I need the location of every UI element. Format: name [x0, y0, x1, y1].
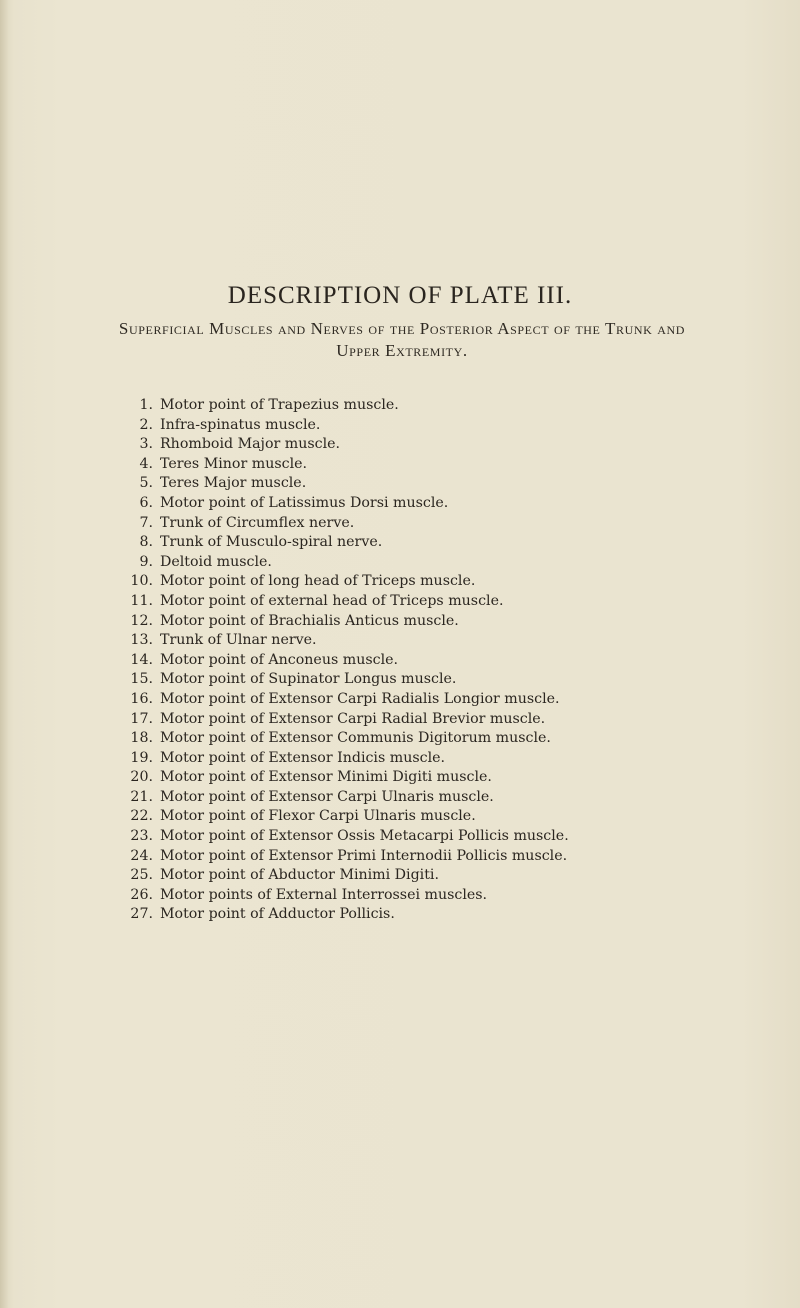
list-item [125, 494, 765, 514]
item-number: 12. [130, 612, 153, 629]
item-text: Motor point of Extensor Carpi Ulnaris muscle. [160, 788, 494, 805]
item-number: 3. [139, 436, 153, 453]
item-text: Motor point of Extensor Primi Internodii Pollicis muscle. [160, 847, 568, 864]
list-item [125, 651, 765, 671]
list-item [125, 690, 765, 710]
list-item [125, 749, 765, 769]
item-number: 21. [130, 788, 153, 805]
list-item [125, 435, 765, 455]
item-text: Motor point of Extensor Communis Digitorum muscle. [160, 730, 551, 747]
item-number: 5. [139, 475, 153, 492]
item-text: Motor point of Adductor Pollicis. [160, 906, 395, 923]
item-text: Motor point of Extensor Ossis Metacarpi Pollicis muscle. [160, 828, 569, 845]
item-number: 8. [139, 534, 153, 551]
list-item [125, 396, 765, 416]
list-item [125, 905, 765, 925]
item-text: Motor point of external head of Triceps muscle. [160, 592, 504, 609]
item-text: Motor point of Extensor Minimi Digiti muscle. [160, 769, 492, 786]
list-item [125, 866, 765, 886]
item-text: Motor point of Supinator Longus muscle. [160, 671, 457, 688]
item-text: Motor point of Anconeus muscle. [160, 651, 399, 668]
list-item [125, 768, 765, 788]
list-item [125, 533, 765, 553]
item-number: 10. [130, 573, 153, 590]
list-item [125, 416, 765, 436]
item-number: 27. [130, 906, 153, 923]
list-item [125, 572, 765, 592]
item-number: 20. [130, 769, 153, 786]
list-item [125, 729, 765, 749]
item-text: Motor point of Brachialis Anticus muscle. [160, 612, 459, 629]
item-number: 26. [130, 886, 153, 903]
item-text: Motor point of long head of Triceps muscle. [160, 573, 476, 590]
item-number: 1. [139, 397, 153, 413]
plate-description-list [125, 396, 765, 925]
item-number: 25. [130, 867, 153, 884]
item-number: 16. [130, 690, 153, 707]
list-item [125, 670, 765, 690]
item-number: 4. [139, 455, 153, 472]
item-number: 24. [130, 847, 153, 864]
item-text: Teres Minor muscle. [160, 455, 308, 472]
list-item [125, 592, 765, 612]
item-text: Motor point of Extensor Carpi Radial Brevior muscle. [160, 710, 546, 727]
item-text: Motor point of Abductor Minimi Digiti. [160, 867, 439, 884]
page-title: DESCRIPTION OF PLATE III. [227, 282, 573, 309]
list-item [125, 514, 765, 534]
item-text: Trunk of Circumflex nerve. [160, 514, 355, 531]
list-item [125, 886, 765, 906]
item-text: Trunk of Musculo-spiral nerve. [160, 534, 383, 551]
item-number: 11. [130, 592, 153, 609]
list-item [125, 455, 765, 475]
item-number: 6. [139, 494, 153, 511]
list-item [125, 788, 765, 808]
item-number: 7. [139, 514, 153, 531]
item-number: 14. [130, 651, 153, 668]
list-item [125, 827, 765, 847]
list-item [125, 631, 765, 651]
item-text: Teres Major muscle. [160, 475, 307, 492]
item-number: 19. [130, 749, 153, 766]
item-text: Motor points of External Interrossei muscles. [160, 886, 488, 903]
item-number: 9. [139, 553, 153, 570]
item-text: Motor point of Trapezius muscle. [160, 397, 399, 413]
item-text: Rhomboid Major muscle. [160, 436, 341, 453]
item-text: Trunk of Ulnar nerve. [160, 632, 317, 649]
item-text: Motor point of Extensor Indicis muscle. [160, 749, 446, 766]
item-text: Deltoid muscle. [160, 553, 272, 570]
item-number: 22. [130, 808, 153, 825]
list-item [125, 553, 765, 573]
item-number: 13. [130, 632, 153, 649]
item-number: 18. [130, 730, 153, 747]
item-text: Motor point of Flexor Carpi Ulnaris muscle. [160, 808, 476, 825]
list-item [125, 612, 765, 632]
item-number: 15. [130, 671, 153, 688]
page-subtitle: Superficial Muscles and Nerves of the Posterior Aspect of the Trunk and Upper Extremity. [118, 319, 686, 360]
item-number: 23. [130, 828, 153, 845]
item-number: 2. [139, 416, 153, 433]
item-number: 17. [130, 710, 153, 727]
list-item [125, 847, 765, 867]
page-binding-edge [0, 0, 8, 1308]
item-text: Infra-spinatus muscle. [160, 416, 321, 433]
item-text: Motor point of Latissimus Dorsi muscle. [160, 494, 449, 511]
list-item [125, 807, 765, 827]
item-text: Motor point of Extensor Carpi Radialis Longior muscle. [160, 690, 560, 707]
list-item [125, 474, 765, 494]
list-item [125, 710, 765, 730]
